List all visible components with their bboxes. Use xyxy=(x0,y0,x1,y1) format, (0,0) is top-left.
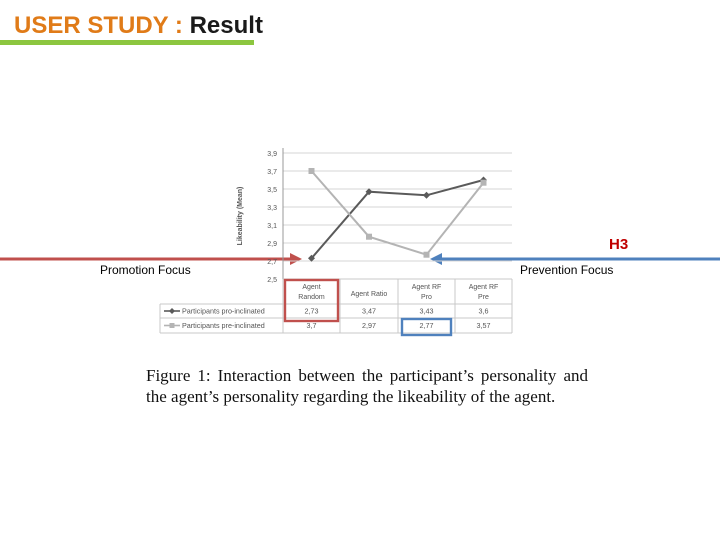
x-tick-label: Pre xyxy=(478,294,489,301)
data-label: 2,77 xyxy=(419,321,434,330)
data-point xyxy=(366,188,373,195)
y-tick-label: 3,9 xyxy=(267,151,277,158)
figure-caption: Figure 1: Interaction between the participant’s personality and the agent’s personality regarding the likeability of the agent. xyxy=(146,366,588,406)
y-tick-label: 2,9 xyxy=(267,241,277,248)
data-label: 2,97 xyxy=(362,321,376,330)
data-label: 2,73 xyxy=(304,306,319,316)
title-underline xyxy=(0,40,254,45)
slide-title xyxy=(14,12,263,40)
y-tick-label: 3,3 xyxy=(267,205,277,212)
x-tick-label: Random xyxy=(298,294,325,301)
data-label: 3,43 xyxy=(419,306,434,316)
promotion-focus-label: Promotion Focus xyxy=(100,263,191,277)
data-point xyxy=(481,180,487,186)
data-label: 3,7 xyxy=(306,321,317,330)
series-line xyxy=(312,171,484,255)
prevention-focus-label: Prevention Focus xyxy=(520,263,614,277)
legend-marker xyxy=(170,323,175,328)
prevention-arrow xyxy=(430,252,720,266)
x-tick-label: Agent RF xyxy=(411,284,442,291)
x-tick-label: Agent Ratio xyxy=(350,291,388,298)
legend-label: Participants pre-inclinated xyxy=(182,321,265,330)
legend-label: Participants pro-inclinated xyxy=(182,306,265,316)
data-point xyxy=(423,192,430,199)
title-prefix: USER STUDY : xyxy=(14,12,190,39)
data-point xyxy=(366,234,372,240)
highlight-box xyxy=(402,319,451,335)
data-point xyxy=(309,168,315,174)
y-tick-label: 2,7 xyxy=(267,259,277,266)
x-tick-label: Agent RF xyxy=(468,284,499,291)
highlight-box xyxy=(285,280,338,321)
data-point xyxy=(308,255,315,262)
y-axis-label: Likeability (Mean) xyxy=(237,186,244,246)
series-line xyxy=(312,180,484,258)
promotion-arrow xyxy=(0,252,302,266)
y-tick-label: 2,5 xyxy=(267,277,277,284)
title-suffix: Result xyxy=(189,12,263,39)
x-tick-label: Pro xyxy=(421,294,432,301)
y-tick-label: 3,1 xyxy=(267,223,277,230)
data-label: 3,6 xyxy=(478,306,489,316)
legend-marker xyxy=(169,308,175,314)
y-tick-label: 3,5 xyxy=(267,187,277,194)
data-point xyxy=(424,252,430,258)
x-tick-label: Agent xyxy=(302,284,321,291)
data-point xyxy=(480,177,487,184)
data-label: 3,47 xyxy=(362,306,376,316)
y-tick-label: 3,7 xyxy=(267,169,277,176)
hypothesis-label: H3 xyxy=(609,236,629,253)
data-label: 3,57 xyxy=(476,321,491,330)
